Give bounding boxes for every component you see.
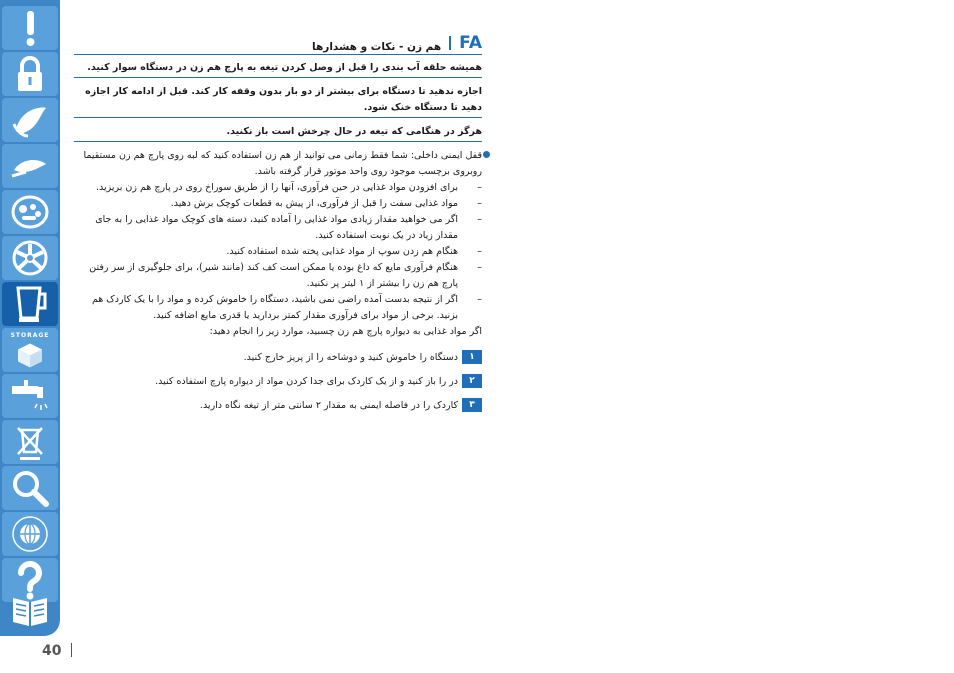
tile-environment[interactable] (2, 420, 58, 464)
tile-storage[interactable] (2, 328, 58, 372)
control-panel-icon (10, 192, 50, 232)
step-item (74, 350, 482, 366)
step-text: کاردک را در فاصله ایمنی به مقدار ۲ سانتی متر از تیغه نگاه دارید. (199, 400, 458, 411)
lock-icon (10, 54, 50, 94)
steps-list (74, 350, 482, 414)
step-item (74, 398, 482, 414)
safety-lock-info (74, 148, 482, 180)
list-item: – هنگام هم زدن سوپ از مواد غذایی پخته شده استفاده کنید. (74, 244, 482, 260)
list-item: – اگر می خواهید مقدار زیادی مواد غذایی را آماده کنید، دسته های کوچک مواد غذایی را به جای مقدار زیاد در یک نوبت استفاده کنید. (74, 212, 482, 244)
step-text: دستگاه را خاموش کنید و دوشاخه را از پریز خارج کنید. (243, 352, 458, 363)
blender-jug-icon (10, 284, 50, 324)
main-content (74, 58, 482, 422)
section-header (74, 33, 482, 53)
language-code: FA (459, 33, 482, 53)
list-item: – اگر از نتیجه بدست آمده راضی نمی باشید، دستگاه را خاموش کرده و مواد را با یک کاردک هم بزنید. برخی از مواد برای فرآوری مقدار کمتر بردارید یا قدری مایع اضافه کنید. (74, 292, 482, 324)
book-icon (10, 590, 50, 630)
page-title: هم زن - نکات و هشدارها (312, 41, 442, 53)
header-rule (74, 54, 482, 55)
list-item: – مواد غذایی سفت را قبل از فرآوری، از پیش به قطعات کوچک برش دهید. (74, 196, 482, 212)
steps-intro: اگر مواد غذایی به دیواره پارچ هم زن چسبید، موارد زیر را انجام دهید: (209, 326, 482, 337)
blade-disc-icon (10, 238, 50, 278)
safety-lock-text: قفل ایمنی داخلی: شما فقط زمانی می توانید از هم زن استفاده کنید که لبه روی پارچ هم زن مستقیما روبروی برچسب موجود روی واحد موتور قرار گرفته باشد. (83, 150, 482, 177)
info-bullet-icon (483, 151, 490, 158)
tips-list (74, 180, 482, 324)
page-number-divider (71, 643, 72, 657)
step-text: در را باز کنید و از یک کاردک برای جدا کردن مواد از دیواره پارچ استفاده کنید. (155, 376, 458, 387)
page-number: 40 (42, 643, 62, 659)
step-number: ۳ (462, 398, 482, 412)
tile-guarantee[interactable] (2, 512, 58, 556)
storage-box-icon (10, 339, 50, 369)
magnifier-icon (10, 468, 50, 508)
warning-rest-period: اجازه ندهید تا دستگاه برای بیشتر از دو بار بدون وقفه کار کند. قبل از ادامه کار اجازه دهید تا دستگاه خنک شود. (74, 84, 482, 118)
tile-manual[interactable] (2, 588, 58, 632)
tile-blender[interactable] (2, 282, 58, 326)
warning-seal-ring: همیشه حلقه آب بندی را قبل از وصل کردن تیغه به پارچ هم زن در دستگاه سوار کنید. (74, 60, 482, 78)
tap-icon (10, 376, 50, 416)
sidebar-nav (0, 0, 60, 636)
exclamation-icon (10, 8, 50, 48)
crossed-bin-icon (10, 422, 50, 462)
tile-troubleshooting[interactable] (2, 466, 58, 510)
list-item: – هنگام فرآوری مایع که داغ بوده یا ممکن است کف کند (مانند شیر)، برای جلوگیری از سر رفتن پارچ هم زن را بیشتر از ۱ لیتر پر نکنید. (74, 260, 482, 292)
warning-blade-rotating: هرگز در هنگامی که تیغه در حال چرخش است باز نکنید. (74, 124, 482, 142)
tile-before-use[interactable] (2, 144, 58, 188)
tile-controls[interactable] (2, 190, 58, 234)
header-divider (449, 36, 451, 50)
list-item: – برای افزودن مواد غذایی در حین فرآوری، آنها را از طریق سوراخ روی در پارچ هم زن بریزید. (74, 180, 482, 196)
step-item (74, 374, 482, 390)
tile-safety[interactable] (2, 52, 58, 96)
step-number: ۲ (462, 374, 482, 388)
tile-cleaning[interactable] (2, 374, 58, 418)
tile-accessories[interactable] (2, 236, 58, 280)
globe-guarantee-icon (10, 514, 50, 554)
step-number: ۱ (462, 350, 482, 364)
leaf-swirl-icon (10, 100, 50, 140)
tile-description[interactable] (2, 98, 58, 142)
storage-label: STORAGE (10, 331, 50, 339)
sweep-icon (10, 146, 50, 186)
tile-warning[interactable] (2, 6, 58, 50)
